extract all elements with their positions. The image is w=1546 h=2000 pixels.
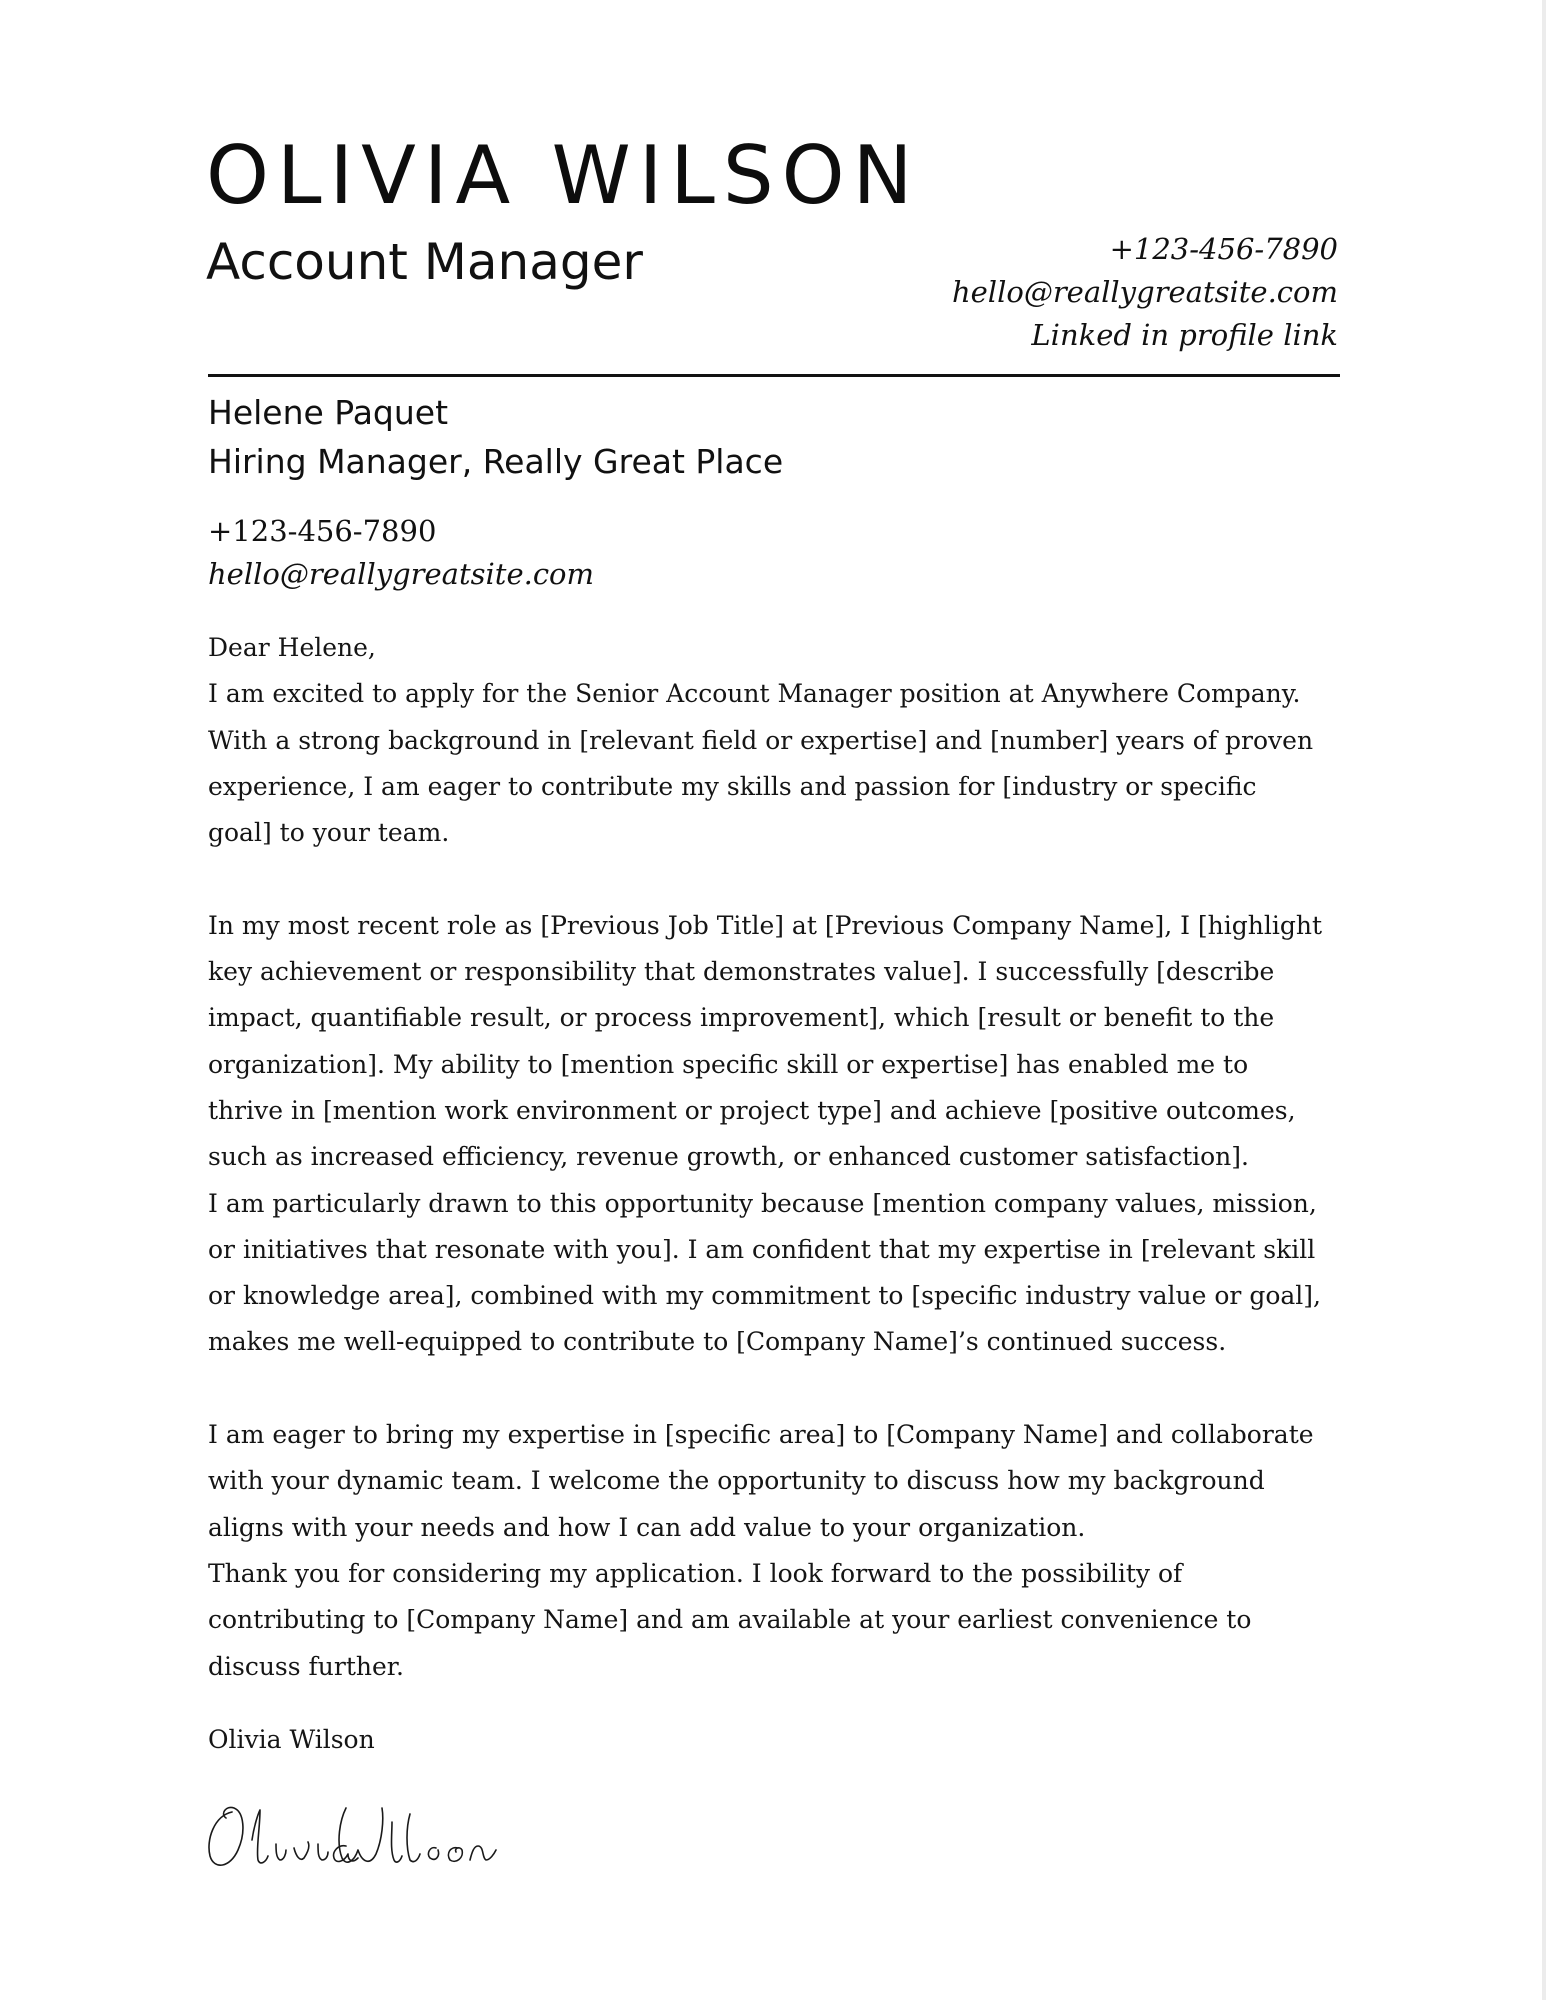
letter-line: Thank you for considering my application. I look forward to the possibility of (208, 1558, 1183, 1588)
letter-line: In my most recent role as [Previous Job Title] at [Previous Company Name], I [highlight (208, 910, 1323, 940)
letter-line: key achievement or responsibility that demonstrates value]. I successfully [describe (208, 957, 1275, 987)
letter-line: discuss further. (208, 1651, 404, 1681)
page-edge (1542, 0, 1546, 2000)
letter-line: aligns with your needs and how I can add value to your organization. (208, 1512, 1086, 1542)
letter-line: I am excited to apply for the Senior Account Manager position at Anywhere Company. (208, 679, 1301, 709)
handwritten-signature (200, 1770, 500, 1880)
paragraph-gap (208, 856, 1348, 902)
recipient-contact (208, 510, 594, 596)
applicant-linkedin: Linked in profile link (1031, 318, 1338, 352)
letter-line: organization]. My ability to [mention specific skill or expertise] has enabled me to (208, 1049, 1249, 1079)
letter-line: contributing to [Company Name] and am available at your earliest convenience to (208, 1605, 1252, 1635)
applicant-contact (952, 228, 1338, 357)
letter-line: or initiatives that resonate with you]. I am confident that my expertise in [relevant skill (208, 1234, 1316, 1264)
letter-line: or knowledge area], combined with my commitment to [specific industry value or goal], (208, 1281, 1321, 1311)
letter-line: Dear Helene, (208, 633, 376, 662)
applicant-phone: +123-456-7890 (1109, 232, 1338, 266)
letter-line: impact, quantifiable result, or process improvement], which [result or benefit to the (208, 1003, 1275, 1033)
letter-line: goal] to your team. (208, 818, 450, 848)
recipient-name: Helene Paquet (208, 393, 449, 432)
recipient-email: hello@reallygreatsite.com (208, 557, 595, 591)
letter-line: I am particularly drawn to this opportunity because [mention company values, mission, (208, 1188, 1317, 1218)
letter-line: such as increased efficiency, revenue growth, or enhanced customer satisfaction]. (208, 1142, 1249, 1172)
applicant-name: OLIVIA WILSON (206, 129, 921, 222)
letter-line: makes me well-equipped to contribute to [Company Name]’s continued success. (208, 1327, 1227, 1357)
recipient-block (208, 388, 783, 486)
applicant-job-title: Account Manager (206, 233, 643, 291)
recipient-role: Hiring Manager, Really Great Place (208, 442, 784, 481)
letter-line: thrive in [mention work environment or project type] and achieve [positive outcomes, (208, 1095, 1296, 1125)
closing-name: Olivia Wilson (208, 1725, 375, 1754)
recipient-phone: +123-456-7890 (208, 514, 437, 548)
header-divider (208, 374, 1340, 377)
letter-line: With a strong background in [relevant field or expertise] and [number] years of proven (208, 725, 1314, 755)
letter-line: I am eager to bring my expertise in [specific area] to [Company Name] and collaborate (208, 1420, 1314, 1450)
letter-body (208, 625, 1348, 1690)
letter-line: with your dynamic team. I welcome the opportunity to discuss how my background (208, 1466, 1265, 1496)
applicant-email: hello@reallygreatsite.com (951, 275, 1338, 309)
letter-line: experience, I am eager to contribute my skills and passion for [industry or specific (208, 771, 1257, 801)
paragraph-gap (208, 1366, 1348, 1412)
